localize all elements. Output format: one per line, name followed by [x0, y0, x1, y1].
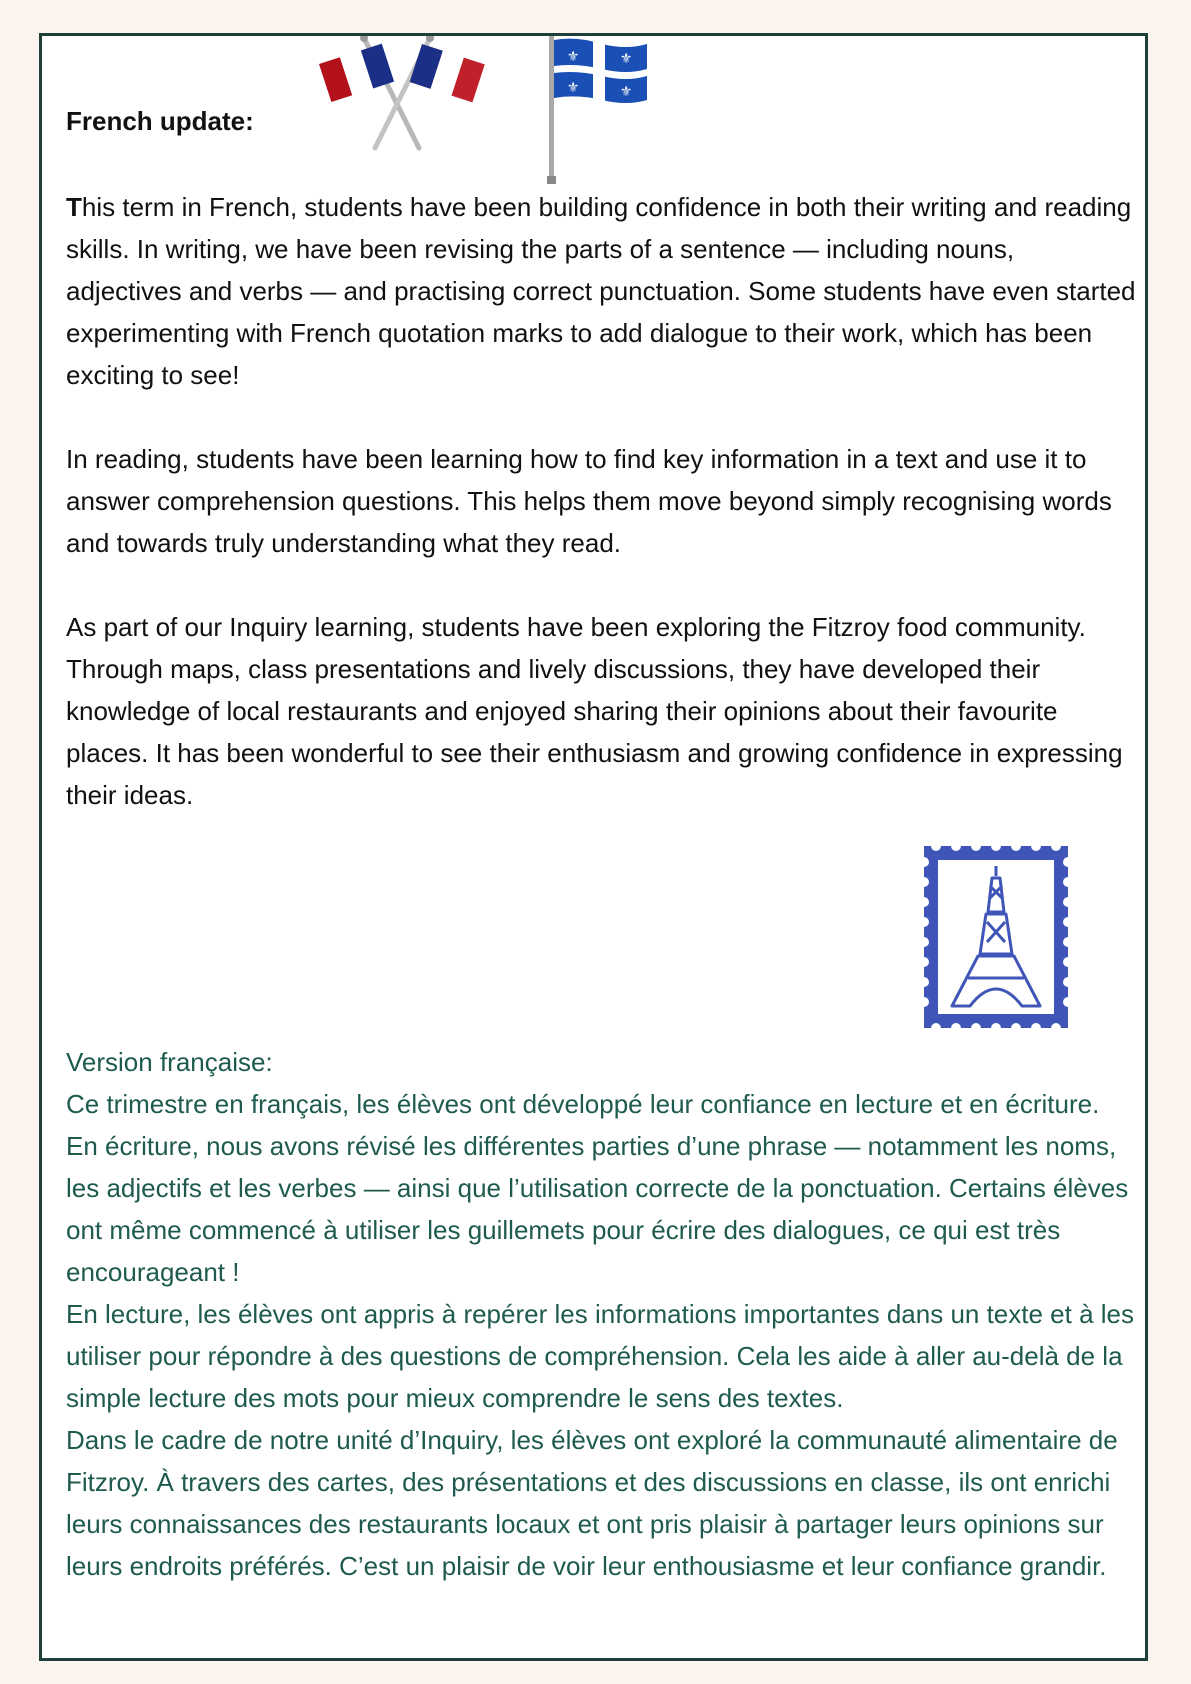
svg-text:⚜: ⚜	[619, 51, 633, 67]
newsletter-page	[39, 33, 1148, 1661]
svg-text:⚜: ⚜	[566, 80, 580, 96]
english-paragraph-3: As part of our Inquiry learning, students have been exploring the Fitzroy food community. Through maps, class presentations and lively discussions, they have developed their knowledge of local restaurants and enjoyed sharing their opinions about their favourite places. It has been wonderful to see their enthusiasm and growing confidence in expressing their ideas.	[66, 612, 1123, 810]
english-paragraph-2: In reading, students have been learning how to find key information in a text and use it to answer comprehension questions. This helps them move beyond simply recognising words and towards truly understanding what they read.	[66, 444, 1112, 558]
english-section	[66, 186, 1136, 858]
french-paragraph-3: Dans le cadre de notre unité d’Inquiry, les élèves ont exploré la communauté alimentaire de Fitzroy. À travers des cartes, des présentations et des discussions en classe, ils ont enrichi leurs connaissances des restaurants locaux et ont pris plaisir à partager leurs opinions sur leurs endroits préférés. C’est un plaisir de voir leur enthousiasme et leur confiance grandir.	[66, 1425, 1118, 1581]
french-title: Version française:	[66, 1047, 273, 1077]
english-paragraph-1	[66, 186, 1136, 396]
french-paragraph-2: En lecture, les élèves ont appris à repérer les informations importantes dans un texte et à les utiliser pour répondre à des questions de compréhension. Cela les aide à aller au-delà de la simple lecture des mots pour mieux comprendre le sens des textes.	[66, 1299, 1135, 1413]
french-section	[66, 1041, 1136, 1587]
english-paragraph-1-text: his term in French, students have been building confidence in both their writing and reading skills. In writing, we have been revising the parts of a sentence — including nouns, adjectives and verbs — and practising correct punctuation. Some students have even started experimenting with French quotation marks to add dialogue to their work, which has been exciting to see!	[66, 192, 1136, 390]
crossed-french-flags-icon	[307, 36, 507, 156]
svg-text:⚜: ⚜	[619, 84, 633, 100]
svg-text:⚜: ⚜	[566, 49, 580, 65]
page-title: French update:	[66, 106, 254, 136]
french-paragraph-1: Ce trimestre en français, les élèves ont développé leur confiance en lecture et en écriture. En écriture, nous avons révisé les différentes parties d’une phrase — notamment les noms, les adjectifs et les verbes — ainsi que l’utilisation correcte de la ponctuation. Certains élèves ont même commencé à utiliser les guillemets pour écrire des dialogues, ce qui est très encourageant !	[66, 1089, 1129, 1287]
drop-letter: T	[66, 192, 82, 222]
quebec-flag-icon	[547, 36, 657, 186]
eiffel-tower-stamp-icon	[920, 842, 1072, 1032]
